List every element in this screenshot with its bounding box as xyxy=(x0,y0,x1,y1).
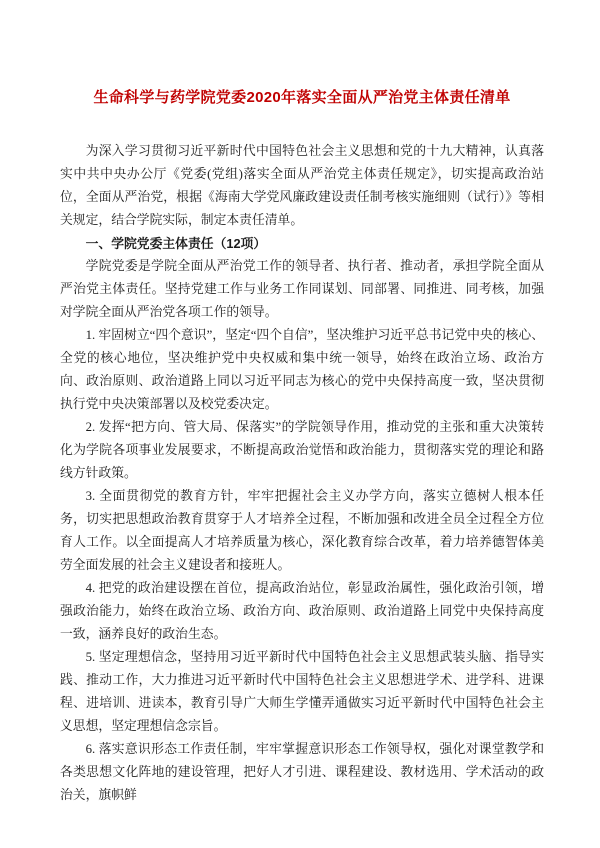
list-item-5: 5. 坚定理想信念，坚持用习近平新时代中国特色社会主义思想武装头脑、指导实践、推动工作，大力推进习近平新时代中国特色社会主义思想进学术、进学科、进课程、进培训、进读本，教育引导广大师生学懂弄通做实习近平新时代中国特色社会主义思想，坚定理想信念宗旨。 xyxy=(60,650,544,733)
intro-paragraph: 为深入学习贯彻习近平新时代中国特色社会主义思想和党的十九大精神，认真落实中共中央办公厅《党委(党组)落实全面从严治党主体责任规定》，切实提高政治站位，全面从严治党，根据《海南大学党风廉政建设责任制考核实施细则（试行）》等相关规定，结合学院实际，制定本责任清单。 xyxy=(60,144,544,227)
list-item-4: 4. 把党的政治建设摆在首位，提高政治站位，彰显政治属性，强化政治引领，增强政治能力，始终在政治立场、政治方向、政治原则、政治道路上同党中央保持高度一致，涵养良好的政治生态。 xyxy=(60,581,544,641)
list-item-1: 1. 牢固树立“四个意识”，坚定“四个自信”，坚决维护习近平总书记党中央的核心、全党的核心地位，坚决维护党中央权威和集中统一领导，始终在政治立场、政治方向、政治原则、政治道路上同以习近平同志为核心的党中央保持高度一致，坚决贯彻执行党中央决策部署以及校党委决定。 xyxy=(60,328,544,411)
document-body xyxy=(60,140,544,807)
list-item-6: 6. 落实意识形态工作责任制，牢牢掌握意识形态工作领导权，强化对课堂教学和各类思想文化阵地的建设管理，把好人才引进、课程建设、教材选用、学术活动的政治关，旗帜鲜 xyxy=(60,742,544,802)
section-heading: 一、学院党委主体责任（12项） xyxy=(85,236,267,251)
document-title: 生命科学与药学院党委2020年落实全面从严治党主体责任清单 xyxy=(93,89,511,106)
section-intro-paragraph: 学院党委是学院全面从严治党工作的领导者、执行者、推动者，承担学院全面从严治党主体责任。坚持党建工作与业务工作同谋划、同部署、同推进、同考核，加强对学院全面从严治党各项工作的领导。 xyxy=(60,259,544,319)
list-item-3: 3. 全面贯彻党的教育方针，牢牢把握社会主义办学方向，落实立德树人根本任务，切实把思想政治教育贯穿于人才培养全过程，不断加强和改进全员全过程全方位育人工作。以全面提高人才培养质量为核心，深化教育综合改革，着力培养德智体美劳全面发展的社会主义建设者和接班人。 xyxy=(60,489,544,572)
list-item-2: 2. 发挥“把方向、管大局、保落实”的学院领导作用，推动党的主张和重大决策转化为学院各项事业发展要求，不断提高政治觉悟和政治能力，贯彻落实党的理论和路线方针政策。 xyxy=(60,420,544,480)
